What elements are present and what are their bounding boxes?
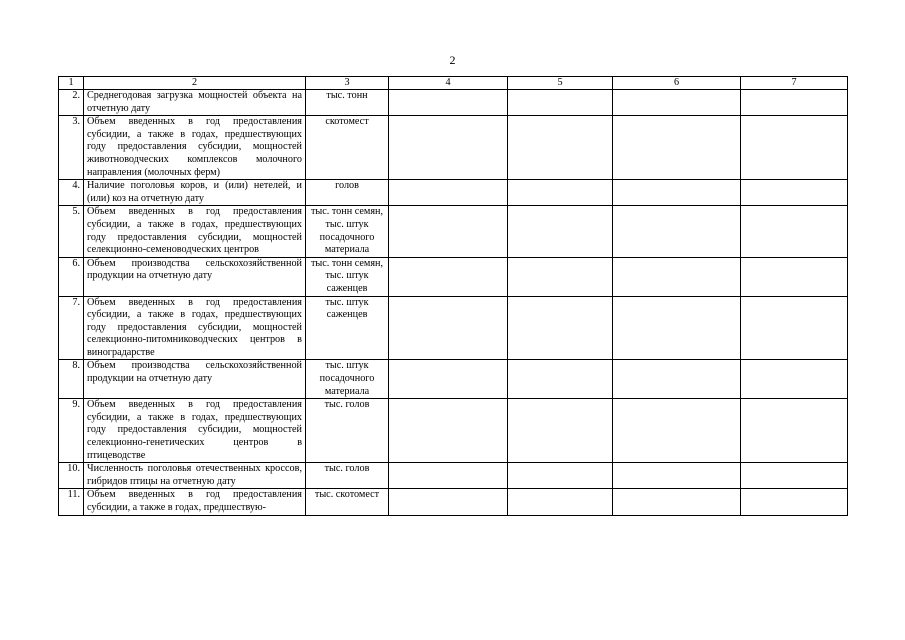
unit-of-measure: голов [306, 180, 389, 206]
value-cell [508, 116, 613, 180]
value-cell [741, 90, 848, 116]
unit-of-measure: тыс. тонн семян, тыс. штук саженцев [306, 257, 389, 296]
row-number: 6. [59, 257, 84, 296]
value-cell [389, 116, 508, 180]
row-number: 7. [59, 296, 84, 360]
row-number: 3. [59, 116, 84, 180]
table-row [59, 90, 848, 116]
row-number: 10. [59, 463, 84, 489]
table-row [59, 296, 848, 360]
value-cell [508, 489, 613, 515]
value-cell [508, 257, 613, 296]
value-cell [389, 296, 508, 360]
value-cell [389, 206, 508, 257]
row-number: 11. [59, 489, 84, 515]
row-number: 5. [59, 206, 84, 257]
value-cell [508, 206, 613, 257]
indicator-name: Объем введенных в год предоставления субсидии, а также в годах, предшествующих году предоставления субсидии, мощностей селекционно-семеноводческих центров [84, 206, 306, 257]
value-cell [613, 463, 741, 489]
value-cell [389, 360, 508, 399]
unit-of-measure: скотомест [306, 116, 389, 180]
value-cell [389, 90, 508, 116]
unit-of-measure: тыс. штук саженцев [306, 296, 389, 360]
row-number: 9. [59, 399, 84, 463]
indicator-name: Объем производства сельскохозяйственной продукции на отчетную дату [84, 257, 306, 296]
column-number-7: 7 [741, 77, 848, 90]
column-number-1: 1 [59, 77, 84, 90]
row-number: 8. [59, 360, 84, 399]
table-row [59, 257, 848, 296]
table-row [59, 206, 848, 257]
column-number-2: 2 [84, 77, 306, 90]
indicator-name: Среднегодовая загрузка мощностей объекта на отчетную дату [84, 90, 306, 116]
value-cell [613, 180, 741, 206]
table-row [59, 180, 848, 206]
value-cell [741, 180, 848, 206]
value-cell [613, 360, 741, 399]
value-cell [508, 399, 613, 463]
table-row [59, 463, 848, 489]
value-cell [389, 257, 508, 296]
page-number: 2 [449, 53, 456, 67]
value-cell [508, 360, 613, 399]
indicator-name: Объем введенных в год предоставления субсидии, а также в годах, предшествующих году предоставления субсидии, мощностей животноводческих комплексов молочного направления (молочных ферм) [84, 116, 306, 180]
value-cell [508, 90, 613, 116]
column-number-row [59, 77, 848, 90]
column-number-5: 5 [508, 77, 613, 90]
value-cell [389, 180, 508, 206]
indicator-name: Наличие поголовья коров, и (или) нетелей, и (или) коз на отчетную дату [84, 180, 306, 206]
indicator-name: Объем производства сельскохозяйственной продукции на отчетную дату [84, 360, 306, 399]
value-cell [389, 489, 508, 515]
value-cell [741, 116, 848, 180]
value-cell [741, 296, 848, 360]
table-row [59, 116, 848, 180]
row-number: 4. [59, 180, 84, 206]
value-cell [741, 257, 848, 296]
table-row [59, 399, 848, 463]
report-table [58, 76, 848, 516]
value-cell [613, 90, 741, 116]
value-cell [741, 463, 848, 489]
report-table-body [59, 77, 848, 516]
unit-of-measure: тыс. голов [306, 399, 389, 463]
indicator-name: Объем введенных в год предоставления субсидии, а также в годах, предшествую- [84, 489, 306, 515]
value-cell [741, 360, 848, 399]
unit-of-measure: тыс. голов [306, 463, 389, 489]
value-cell [508, 463, 613, 489]
value-cell [508, 296, 613, 360]
value-cell [741, 489, 848, 515]
unit-of-measure: тыс. тонн [306, 90, 389, 116]
value-cell [613, 257, 741, 296]
value-cell [508, 180, 613, 206]
column-number-6: 6 [613, 77, 741, 90]
value-cell [613, 296, 741, 360]
table-row [59, 489, 848, 515]
indicator-name: Объем введенных в год предоставления субсидии, а также в годах, предшествующих году предоставления субсидии, мощностей селекционно-генетических центров в птицеводстве [84, 399, 306, 463]
column-number-3: 3 [306, 77, 389, 90]
indicator-name: Численность поголовья отечественных кроссов, гибридов птицы на отчетную дату [84, 463, 306, 489]
indicator-name: Объем введенных в год предоставления субсидии, а также в годах, предшествующих году предоставления субсидии, мощностей селекционно-питомниководческих центров в виноградарстве [84, 296, 306, 360]
value-cell [613, 206, 741, 257]
value-cell [613, 116, 741, 180]
column-number-4: 4 [389, 77, 508, 90]
value-cell [389, 463, 508, 489]
unit-of-measure: тыс. скотомест [306, 489, 389, 515]
value-cell [389, 399, 508, 463]
value-cell [613, 489, 741, 515]
table-row [59, 360, 848, 399]
unit-of-measure: тыс. штук посадочного материала [306, 360, 389, 399]
row-number: 2. [59, 90, 84, 116]
value-cell [741, 206, 848, 257]
unit-of-measure: тыс. тонн семян, тыс. штук посадочного материала [306, 206, 389, 257]
value-cell [613, 399, 741, 463]
value-cell [741, 399, 848, 463]
